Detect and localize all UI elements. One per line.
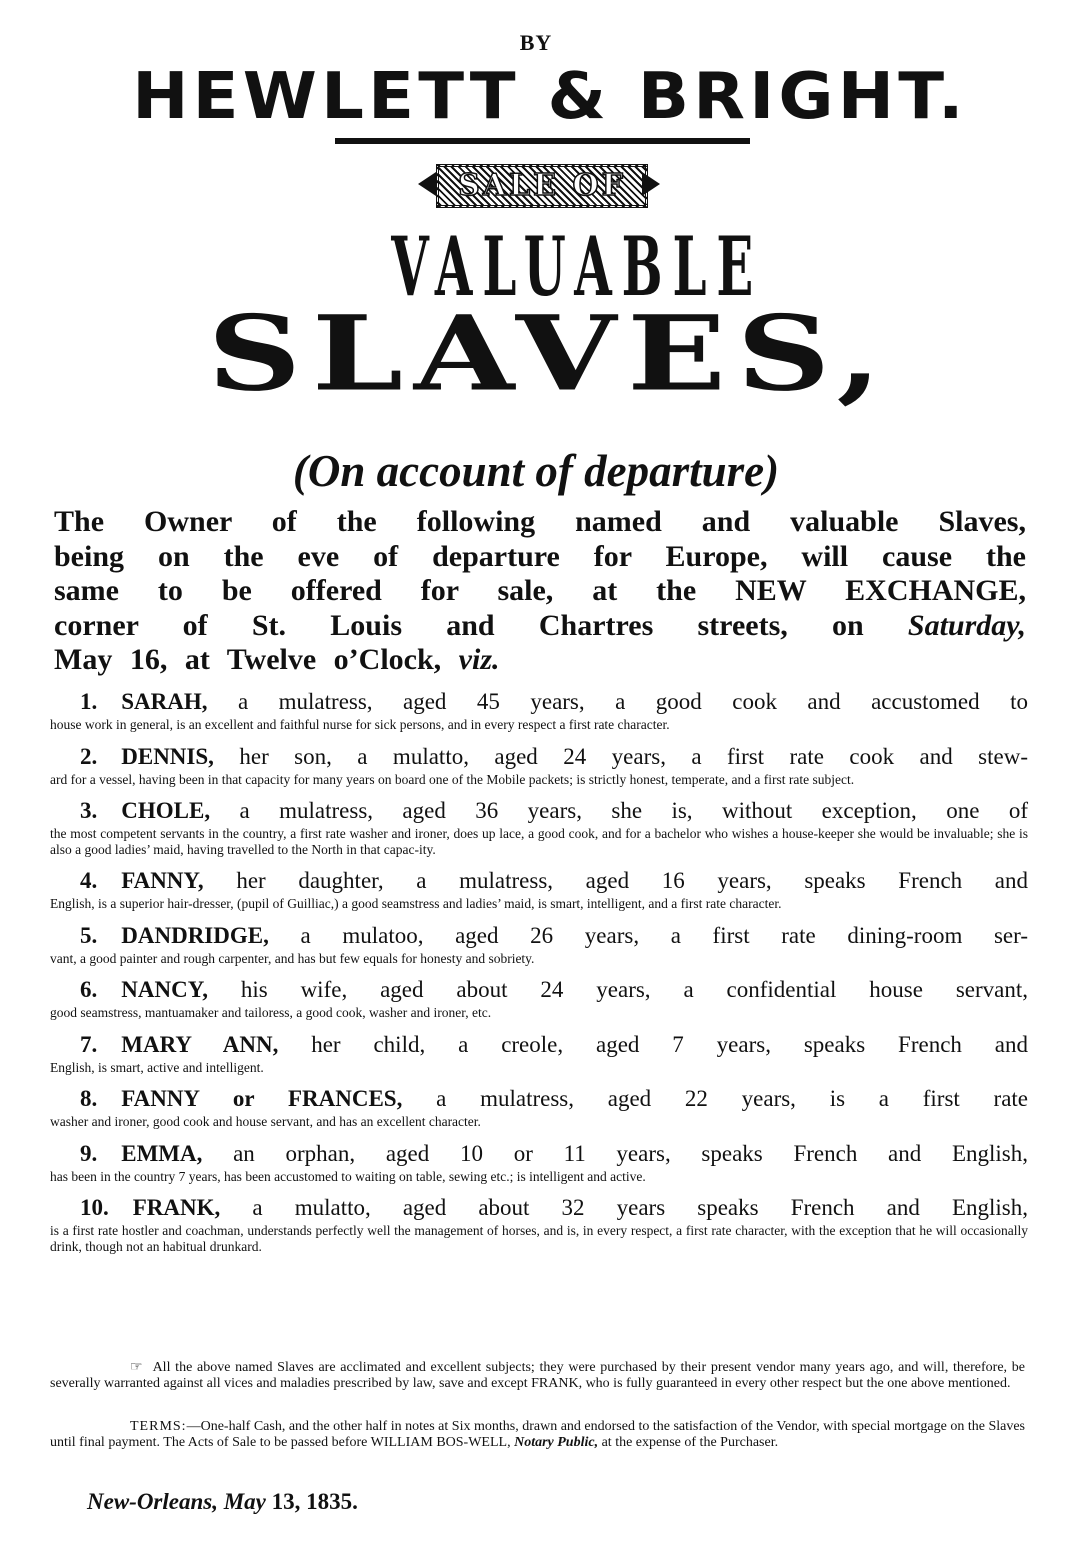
list-item: [50, 922, 1028, 967]
entry-head: [50, 1140, 1028, 1167]
list-item: [50, 1085, 1028, 1130]
entry-name: FRANK,: [132, 1195, 221, 1220]
entry-head: [50, 976, 1028, 1003]
entry-head-text: her daughter, a mulatress, aged 16 years, speaks French and: [236, 868, 1029, 893]
entry-number: 5.: [80, 922, 98, 948]
entry-body: the most competent servants in the country, a first rate washer and ironer, does up lace, a good cook, and for a bachelor who wishes a house-keeper she would be invaluable; she is also a good ladies’ maid, having travelled to the North in that capac-ity.: [50, 826, 1028, 857]
list-item: [50, 688, 1028, 733]
intro-line: The Owner of the following named and valuable Slaves,: [54, 505, 1026, 538]
title-rule: [335, 138, 750, 144]
intro-line: [54, 643, 1026, 678]
pointing-hand-icon: ☞: [130, 1360, 143, 1375]
entry-number: 2.: [80, 743, 98, 769]
entry-head-text: an orphan, aged 10 or 11 years, speaks French and English,: [233, 1140, 1028, 1166]
entry-head-text: her child, a creole, aged 7 years, speaks French and: [311, 1031, 1029, 1057]
terms-paragraph: [50, 1419, 1025, 1451]
banner-right-ornament: [642, 172, 660, 196]
entry-number: 1.: [80, 689, 98, 714]
entry-head-text: her son, a mulatto, aged 24 years, a first rate cook and stew-: [239, 743, 1029, 769]
entry-name: FANNY or FRANCES,: [121, 1086, 403, 1111]
date-day-year: 13, 1835.: [265, 1489, 358, 1514]
entry-number: 8.: [80, 1086, 98, 1111]
list-item: [50, 1194, 1028, 1254]
entry-head-text: his wife, aged about 24 years, a confidential house servant,: [240, 977, 1028, 1002]
note-text: All the above named Slaves are acclimated and excellent subjects; they were purchased by their present vendor many years ago, and will, therefore, be severally warranted against all vices and maladies prescribed by law, save and except FRANK, who is fully guaranteed in every other respect but the one above mentioned.: [50, 1360, 1025, 1391]
entry-name: EMMA,: [121, 1140, 203, 1166]
intro-line: same to be offered for sale, at the NEW EXCHANGE,: [54, 574, 1026, 607]
entry-name: DANDRIDGE,: [121, 922, 269, 948]
entry-head-text: a mulatoo, aged 26 years, a first rate dining-room ser-: [300, 922, 1028, 948]
intro-text: corner of St. Louis and Chartres streets, on: [54, 608, 908, 642]
entry-head: [50, 688, 1028, 715]
dateline: [87, 1487, 358, 1517]
sale-of-text: SALE OF: [458, 168, 626, 203]
list-item: [50, 1031, 1028, 1076]
entry-head-text: a mulatress, aged 45 years, a good cook and accustomed to: [237, 689, 1028, 714]
entry-number: 7.: [80, 1031, 98, 1057]
valuable-heading: VALUABLE: [391, 219, 764, 315]
entry-number: 6.: [80, 977, 98, 1002]
entry-number: 9.: [80, 1140, 98, 1166]
banner-left-ornament: [418, 172, 436, 196]
entry-body: good seamstress, mantuamaker and tailoress, a good cook, washer and ironer, etc.: [50, 1005, 492, 1020]
sale-day: Saturday,: [907, 608, 1026, 642]
entry-number: 4.: [80, 868, 98, 893]
terms-label: TERMS:: [130, 1419, 187, 1434]
terms-text: —One-half Cash, and the other half in notes at Six months, drawn and endorsed to the satisfaction of the Vendor, with special mortgage on the Slaves until final payment. The Acts of Sale to be passed before WILLIAM BOS-WELL,: [50, 1419, 1025, 1450]
main-heading: SLAVES,: [207, 293, 893, 415]
entry-body: ard for a vessel, having been in that capacity for many years on board one of the Mobile packets; is strictly honest, temperate, and a first rate subject.: [50, 771, 855, 787]
entry-body: has been in the country 7 years, has been accustomed to waiting on table, sewing etc.; is intelligent and active.: [50, 1168, 646, 1184]
list-item: [50, 743, 1028, 788]
list-item: [50, 797, 1028, 857]
entry-head-text: a mulatto, aged about 32 years speaks French and English,: [252, 1195, 1028, 1220]
entry-name: SARAH,: [121, 689, 208, 714]
list-item: [50, 1140, 1028, 1185]
entry-head: [50, 1031, 1028, 1058]
entry-number: 10.: [80, 1195, 109, 1220]
notary-title: Notary Public,: [514, 1435, 599, 1450]
entry-name: CHOLE,: [121, 798, 211, 823]
entry-number: 3.: [80, 798, 98, 823]
slave-list: [50, 688, 1028, 1264]
place-name: New-Orleans,: [87, 1489, 218, 1514]
sale-of-banner: [416, 158, 662, 210]
entry-name: MARY ANN,: [121, 1031, 279, 1057]
entry-head: [50, 1194, 1028, 1221]
entry-head: [50, 867, 1028, 894]
entry-body: vant, a good painter and rough carpenter, and has but few equals for honesty and sobriety.: [50, 950, 535, 966]
entry-head: [50, 743, 1028, 770]
entry-name: DENNIS,: [121, 743, 214, 769]
entry-name: NANCY,: [121, 977, 208, 1002]
entry-body: English, is a superior hair-dresser, (pupil of Guilliac,) a good seamstress and ladies’ maid, is smart, intelligent, and a first rate character.: [50, 896, 782, 911]
date-month: May: [223, 1489, 266, 1514]
firm-name: HEWLETT & BRIGHT.: [132, 60, 968, 134]
list-item: [50, 867, 1028, 912]
intro-paragraph: [54, 505, 1026, 678]
viz-word: viz.: [458, 643, 500, 676]
intro-line: being on the eve of departure for Europe, will cause the: [54, 539, 1026, 573]
warranty-note: [50, 1360, 1025, 1392]
terms-text-end: at the expense of the Purchaser.: [598, 1435, 779, 1450]
intro-line: [54, 609, 1026, 644]
by-line: BY: [519, 30, 553, 55]
entry-body: washer and ironer, good cook and house servant, and has an excellent character.: [50, 1114, 481, 1129]
entry-body: house work in general, is an excellent and faithful nurse for sick persons, and in every respect a first rate character.: [50, 717, 670, 732]
intro-text: May 16, at Twelve o’Clock,: [54, 643, 459, 676]
entry-head: [50, 797, 1028, 824]
entry-body: is a first rate hostler and coachman, understands perfectly well the management of horses, and is, in every respect, a first rate character, with the exception that he will occasionally drink, though not an habitual drunkard.: [50, 1223, 1028, 1254]
list-item: [50, 976, 1028, 1021]
entry-name: FANNY,: [121, 868, 204, 893]
entry-head: [50, 1085, 1028, 1112]
entry-head-text: a mulatress, aged 36 years, she is, without exception, one of: [239, 798, 1029, 823]
departure-subtitle: (On account of departure): [292, 446, 780, 496]
entry-head-text: a mulatress, aged 22 years, is a first rate: [436, 1086, 1029, 1111]
entry-head: [50, 922, 1028, 949]
entry-body: English, is smart, active and intelligent.: [50, 1059, 264, 1075]
